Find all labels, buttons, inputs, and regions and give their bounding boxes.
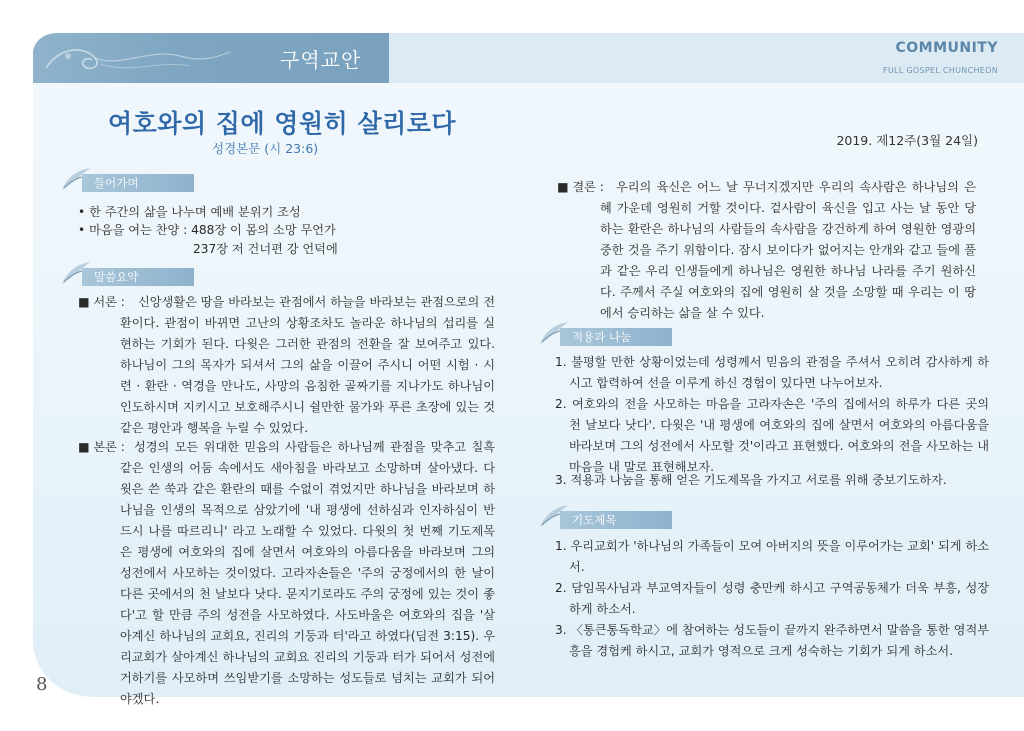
section-apply-label: 적용과 나눔 [572,330,632,344]
intro-item: • 한 주간의 삶을 나누며 예배 분위기 조성 [78,205,301,219]
body-paragraph: 성경의 모든 위대한 믿음의 사람들은 하나님께 관점을 맞추고 칠흑 같은 인생의 어둠 속에서도 새아침을 바라보고 소망하며 살아냈다. 다윗은 쓴 쑥과 같은 환란의 때를 수없이 겪었지만 하나님을 바라보며 하나님을 인생의 목적으로 삼았기에 '내 평생에 선하심과 인자하심이 반드시 나를 따르리니' 라고 노래할 수 있었다. 다윗의 첫 번째 기도제목은 평생에 여호와의 집에 살면서 여호와의 아름다움을 바라보며 그의 성전에서 사모하는 것이었다. 고라자손들은 '주의 궁정에서의 한 날이 다른 곳에서의 천 날보다 낫다. 문지기로라도 주의 궁정에 있는 것이 좋다'고 할 만큼 주의 성전을 사모하였다. 사도바울은 여호와의 집을 '살아계신 하나님의 교회요, 진리의 기둥과 터'라고 하였다(딤전 3:15). 우리교회가 살아계신 하나님의 교회요 진리의 기둥과 터가 되어서 성전에 거하기를 사모하며 쓰임받기를 소망하는 성도들로 넘치는 교회가 되어야겠다. [120,440,495,706]
page-number: 8 [36,674,48,695]
section-prayer-label: 기도제목 [572,513,617,527]
community-label: COMMUNITY [895,40,998,56]
page-section-title: 구역교안 [280,48,362,72]
section-header-apply [538,326,678,346]
conclusion-paragraph: 우리의 육신은 어느 날 무너지겠지만 우리의 속사람은 하나님의 은혜 가운데 영원히 거할 것이다. 겉사람이 육신을 입고 사는 날 동안 당하는 환란은 하나님의 사람들의 속사람을 강건하게 하여 영원한 영광의 중한 것을 주기 위함이다. 잠시 보이다가 없어지는 안개와 같고 들에 풀과 같은 우리 인생들에게 하나님은 영원한 하나님 나라를 주기 원하신다. 주께서 주실 여호와의 집에 영원히 살 것을 소망할 때 우리는 이 땅에서 승리하는 삶을 살 수 있다. [600,180,976,320]
section-intro-label: 들어가며 [94,176,139,190]
prayer-item: 3. 〈통큰통독학교〉에 참여하는 성도들이 끝까지 완주하면서 말씀을 통한 영적부흥을 경험케 하시고, 교회가 영적으로 크게 성숙하는 기회가 되게 하소서. [555,623,989,658]
section-header-intro [60,172,200,192]
scripture-reference: 성경본문 (시 23:6) [212,141,319,156]
intro-item: 237장 저 건너편 강 언덕에 [193,242,338,256]
lesson-date: 2019. 제12주(3월 24일) [836,133,978,148]
apply-item: 3. 적용과 나눔을 통해 얻은 기도제목을 가지고 서로를 위해 중보기도하자. [555,473,947,487]
lesson-title: 여호와의 집에 영원히 살리로다 [108,109,457,138]
section-header-prayer [538,509,678,529]
intro-label: ■ 서론 : [78,295,125,309]
prayer-item: 1. 우리교회가 '하나님의 가족들이 모여 아버지의 뜻을 이루어가는 교회' 되게 하소서. [555,539,989,574]
apply-item: 1. 불평할 만한 상황이었는데 성령께서 믿음의 관점을 주셔서 오히려 감사하게 하시고 합력하여 선을 이루게 하신 경험이 있다면 나누어보자. [555,355,989,390]
ornament-swirl-icon [40,38,240,80]
intro-paragraph: 신앙생활은 땅을 바라보는 관점에서 하늘을 바라보는 관점으로의 전환이다. 관점이 바뀌면 고난의 상황조차도 놀라운 하나님의 섭리를 실현하는 기회가 된다. 다윗은 그러한 관점의 전환을 잘 보여주고 있다. 하나님이 그의 목자가 되셔서 그의 삶을 이끌어 주시니 어떤 시험 · 시련 · 환란 · 역경을 만나도, 사망의 음침한 골짜기를 지나가도 하나님이 인도하시며 지키시고 보호해주시니 쉴만한 물가와 푸른 초장에 있는 것 같은 평안과 행복을 누릴 수 있었다. [120,295,495,435]
intro-item: • 마음을 여는 찬양 : 488장 이 몸의 소망 무언가 [78,223,336,237]
conclusion-label: ■ 결론 : [557,180,604,194]
church-name: FULL GOSPEL CHUNCHEON [882,66,998,75]
section-header-summary [60,266,200,286]
section-summary-label: 말씀요약 [94,270,139,284]
apply-item: 2. 여호와의 전을 사모하는 마음을 고라자손은 '주의 집에서의 하루가 다른 곳의 천 날보다 낫다'. 다윗은 '내 평생에 여호와의 집에 살면서 여호와의 아름다움을 바라보며 그의 성전에서 사모할 것'이라고 표현했다. 여호와의 전을 사모하는 내 마음을 내 말로 표현해보자. [555,397,989,474]
body-label: ■ 본론 : [78,440,125,454]
prayer-item: 2. 담임목사님과 부교역자들이 성령 충만케 하시고 구역공동체가 더욱 부흥, 성장하게 하소서. [555,581,989,616]
